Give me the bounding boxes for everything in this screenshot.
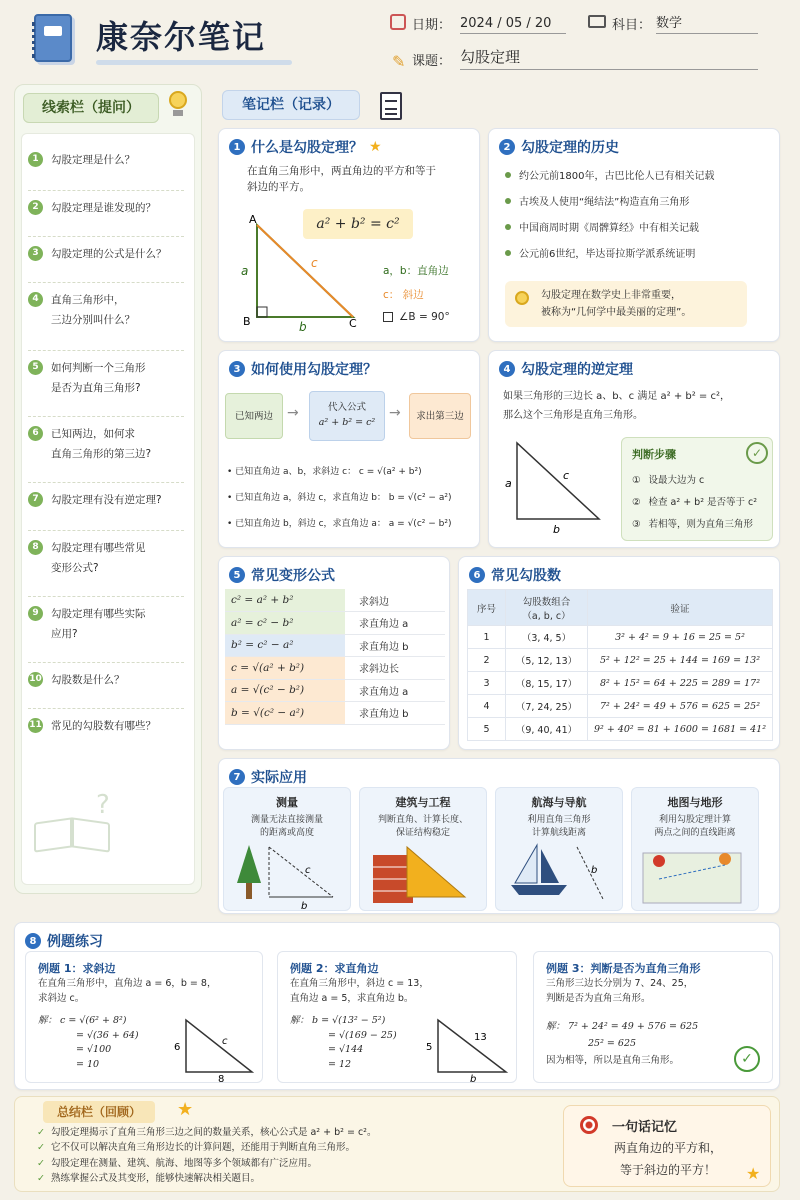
section-number: 1 [229,139,245,155]
vertex-c: C [349,317,357,330]
target-icon [580,1116,598,1134]
cue-number: 11 [28,718,43,733]
vertex-b: B [243,315,251,328]
cue-text: 常见的勾股数有哪些？ [51,720,156,732]
svg-text:c: c [222,1036,228,1047]
divider [28,482,184,483]
checklist-icon: ✓ [746,442,768,464]
section-examples [14,922,780,1090]
section-number: 7 [229,769,245,785]
legend-legs: a，b：直角边 [383,265,449,277]
divider [28,596,184,597]
vertex-a: A [249,213,257,226]
side-a-label: a [505,477,512,490]
cue-text: 勾股定理有哪些实际 应用? [51,608,146,641]
triple-row: 4 （7, 24, 25） 7² + 24² = 49 + 576 = 625 = 25² [468,695,773,718]
cue-number: 1 [28,152,43,167]
bullet-icon [505,250,511,256]
judgement-step: ③ 若相等，则为直角三角形 [632,518,754,530]
usage-leg-a: • 已知直角边 b，斜边 c，求直角边 a： a = √(c² − b²) [227,519,452,530]
legend-hypotenuse: c： 斜边 [383,289,424,301]
flow-step-formula: 代入公式 a² + b² = c² [309,391,385,441]
sailboat-icon [507,837,617,907]
section-number: 5 [229,567,245,583]
section-variants [218,556,450,750]
example-2: 例题 2：求直角边 在直角三角形中，斜边 c = 13， 直角边 a = 5，求直角边 b。 解： b = √(13² − 5²) = √(169 − 25) = √144 = 12 5 b 13 [277,951,517,1083]
cue-item[interactable] [28,150,188,170]
summary-section [14,1096,780,1192]
summary-item: ✓ 熟练掌握公式及其变形，能够快速解决相关题目。 [37,1171,377,1186]
divider [28,190,184,191]
section-title: 勾股定理的历史 [521,140,619,156]
topic-field[interactable] [460,46,758,70]
divider [28,708,184,709]
svg-text:8: 8 [218,1074,225,1082]
cue-item[interactable] [28,716,188,736]
side-c-label: c [563,469,570,482]
legend-angle: ∠B = 90° [399,311,450,323]
section-title: 什么是勾股定理？ [251,140,363,156]
section-title: 实际应用 [251,770,307,786]
notebook-icon [34,14,72,62]
section-applications [218,758,780,914]
cue-number: 2 [28,200,43,215]
side-b-label: b [299,320,307,331]
variant-row: c = √(a² + b²) 求斜边长 [225,657,445,680]
history-item: 公元前6世纪，毕达哥拉斯学派系统证明 [505,245,775,271]
converse-triangle [503,435,613,535]
variant-row: a = √(c² − b²) 求直角边 a [225,679,445,702]
bullet-icon [505,172,511,178]
star-icon: ★ [177,1099,194,1120]
divider [28,662,184,663]
star-icon: ★ [746,1164,761,1183]
history-item: 约公元前1800年，古巴比伦人已有相关记载 [505,167,775,193]
section-title: 勾股定理的逆定理 [521,362,633,378]
pencil-icon: ✎ [392,52,406,71]
side-b-label: b [553,523,560,535]
definition-line-1: 在直角三角形中，两直角边的平方和等于 [247,165,436,177]
subject-label: 科目： [612,18,652,33]
check-icon: ✓ [37,1127,45,1138]
triple-row: 5 （9, 40, 41） 9² + 40² = 81 + 1600 = 1681 = 41² [468,718,773,741]
star-icon: ★ [369,139,382,155]
date-label: 日期： [412,18,452,33]
triple-row: 3 （8, 15, 17） 8² + 15² = 64 + 225 = 289 = 17² [468,672,773,695]
flow-step-result: 求出第三边 [409,393,471,439]
summary-title: 总结栏（回顾） [43,1101,155,1123]
cue-number: 10 [28,672,43,687]
cue-text: 勾股定理是什么？ [51,154,135,166]
notes-title: 笔记栏（记录） [222,90,360,120]
cue-item[interactable] [28,424,188,465]
bullet-icon [505,198,511,204]
subject-field[interactable] [656,12,758,34]
cue-number: 4 [28,292,43,307]
cue-title: 线索栏（提问） [23,93,159,123]
svg-text:b: b [470,1074,477,1082]
cue-text: 勾股定理有没有逆定理? [51,494,162,506]
memo-title: 一句话记忆 [612,1120,678,1135]
converse-line-2: 那么这个三角形是直角三角形。 [503,410,643,421]
subject-value: 数学 [656,16,683,31]
section-number: 2 [499,139,515,155]
cue-item[interactable] [28,604,188,645]
header [0,0,800,82]
cue-text: 勾股定理有哪些常见 变形公式? [51,542,146,575]
topic-label: 课题： [412,54,452,69]
open-book-icon: ? [34,800,114,860]
arrow-icon: → [287,405,299,421]
side-c-label: c [311,256,318,270]
section-title: 常见变形公式 [251,568,335,584]
side-a-label: a [241,264,249,278]
divider [28,236,184,237]
date-field[interactable] [460,12,566,34]
cue-item[interactable] [28,490,188,510]
section-number: 6 [469,567,485,583]
summary-item: ✓ 它不仅可以解决直角三角形边长的计算问题，还能用于判断直角三角形。 [37,1140,377,1155]
cue-number: 3 [28,246,43,261]
section-title: 如何使用勾股定理？ [251,362,377,378]
cue-number: 9 [28,606,43,621]
triple-row: 2 （5, 12, 13） 5² + 12² = 25 + 144 = 169 = 13² [468,649,773,672]
arrow-icon: → [389,405,401,421]
summary-item: ✓ 勾股定理揭示了直角三角形三边之间的数量关系，核心公式是 a² + b² = c²。 [37,1125,377,1140]
divider [28,282,184,283]
topic-value: 勾股定理 [460,48,521,66]
section-how-to-use [218,350,480,548]
col-group: 勾股数组合 （a, b, c） [506,590,588,626]
calendar-icon [390,14,406,30]
section-converse [488,350,780,548]
cue-item[interactable] [28,358,188,399]
svg-text:c: c [305,865,311,876]
tree-measure-icon [233,839,343,909]
converse-line-1: 如果三角形的三边长 a、b、c 满足 a² + b² = c²， [503,391,730,402]
cue-text: 勾股定理是谁发现的？ [51,202,156,214]
right-triangle-diagram [235,211,365,331]
variant-row: b² = c² − a² 求直角边 b [225,634,445,657]
section-triples [458,556,780,750]
lightbulb-icon [167,91,189,119]
check-icon: ✓ [37,1157,45,1169]
divider [28,416,184,417]
summary-item: ✓ 勾股定理在测量、建筑、航海、地图等多个领域都有广泛应用。 [37,1156,377,1171]
date-value: 2024 / 05 / 20 [460,16,552,31]
section-number: 3 [229,361,245,377]
notepad-icon [380,92,402,120]
memo-line-1: 两直角边的平方和， [613,1141,722,1155]
section-number: 4 [499,361,515,377]
judgement-steps [621,437,773,541]
cue-text: 直角三角形中， 三边分别叫什么？ [51,294,135,327]
variant-row: a² = c² − b² 求直角边 a [225,612,445,635]
check-circle-icon: ✓ [734,1046,760,1072]
memo-line-2: 等于斜边的平方！ [619,1162,716,1177]
memo-card [563,1105,771,1187]
usage-hypotenuse: • 已知直角边 a、b，求斜边 c： c = √(a² + b²) [227,467,422,477]
brick-ruler-icon [369,839,479,909]
usage-leg-b: • 已知直角边 a，斜边 c，求直角边 b： b = √(c² − a²) [227,493,452,504]
cue-number: 8 [28,540,43,555]
variant-row: b = √(c² − a²) 求直角边 b [225,702,445,725]
svg-text:5: 5 [426,1042,433,1053]
bullet-icon [505,224,511,230]
variants-table [225,589,445,725]
section-title: 常见勾股数 [491,568,561,584]
divider [28,530,184,531]
judgement-step: ② 检查 a² + b² 是否等于 c² [632,496,758,508]
cue-text: 勾股定理的公式是什么？ [51,248,167,260]
svg-text:6: 6 [174,1042,181,1053]
section-number: 8 [25,933,41,949]
example-1: 例题 1：求斜边 在直角三角形中，直角边 a = 6，b = 8， 求斜边 c。 解： c = √(6² + 8²) = √(36 + 64) = √100 = 10 6 8 c [25,951,263,1083]
cue-number: 6 [28,426,43,441]
triple-row: 1 （3, 4, 5） 3² + 4² = 9 + 16 = 25 = 5² [468,626,773,649]
check-icon: ✓ [37,1142,45,1154]
cue-item[interactable] [28,244,188,264]
cue-number: 7 [28,492,43,507]
divider [28,350,184,351]
application-card: 建筑与工程 判断直角、计算长度、 保证结构稳定 [359,787,487,911]
cue-text: 勾股数是什么？ [51,674,125,686]
cue-text: 已知两边，如何求 直角三角形的第三边? [51,428,152,461]
page-title: 康奈尔笔记 [96,18,267,56]
triples-table [467,589,773,741]
right-angle-icon [383,312,393,322]
history-item: 古埃及人使用“绳结法”构造直角三角形 [505,193,775,219]
formula-box: a² + b² = c² [303,209,413,239]
judgement-step: ① 设最大边为 c [632,475,705,486]
cue-number: 5 [28,360,43,375]
cue-item[interactable] [28,290,188,331]
application-card: 测量 测量无法直接测量 的距离或高度 [223,787,351,911]
cue-item[interactable] [28,538,188,579]
map-pin-icon [639,839,749,909]
example-3: 例题 3：判断是否为直角三角形 三角形三边长分别为 7、24、25， 判断是否为直角三角形。 解： 7² + 24² = 49 + 576 = 625 25² = 625 因为相等，所以是直角三角形。 ✓ [533,951,773,1083]
book-icon [588,15,606,28]
section-history [488,128,780,342]
steps-title: 判断步骤 [632,448,676,461]
cue-item[interactable] [28,670,188,690]
col-index: 序号 [468,590,506,626]
section-title: 例题练习 [47,934,103,950]
application-card: 航海与导航 利用直角三角形 计算航线距离 [495,787,623,911]
definition-line-2: 斜边的平方。 [247,181,310,194]
lightbulb-icon [515,291,529,305]
history-item: 中国商周时期《周髀算经》中有相关记载 [505,219,775,245]
variant-row: c² = a² + b² 求斜边 [225,589,445,612]
svg-text:13: 13 [474,1032,487,1043]
section-what-is [218,128,480,342]
svg-text:b: b [301,901,308,909]
check-icon: ✓ [37,1173,45,1185]
cue-text: 如何判断一个三角形 是否为直角三角形? [51,362,146,395]
application-card: 地图与地形 利用勾股定理计算 两点之间的直线距离 [631,787,759,911]
cue-item[interactable] [28,198,188,218]
history-note: 勾股定理在数学史上非常重要， 被称为“几何学中最美丽的定理”。 [505,281,747,327]
svg-text:b: b [591,865,598,876]
col-verify: 验证 [588,590,773,626]
flow-step-known: 已知两边 [225,393,283,439]
